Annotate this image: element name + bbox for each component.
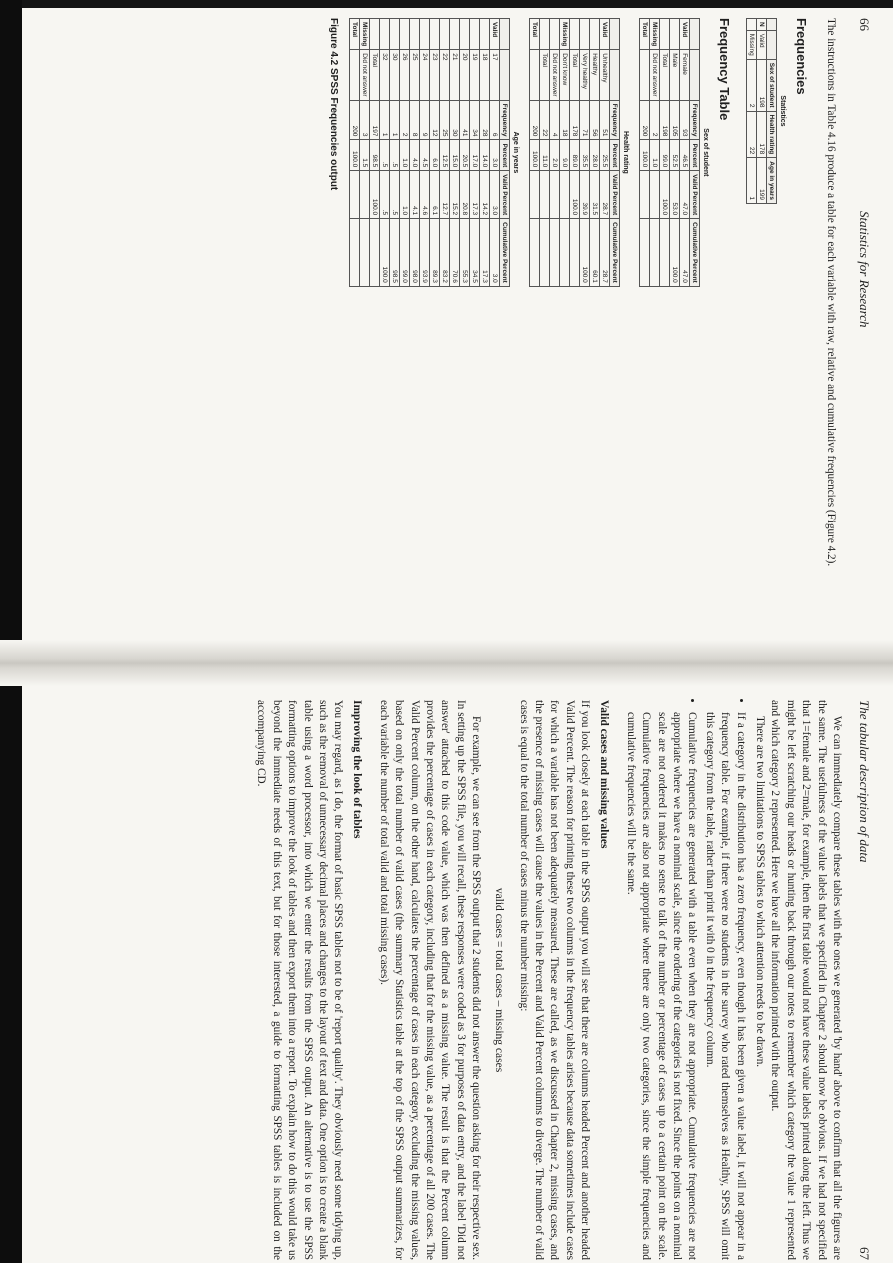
figure-caption: Figure 4.2 SPSS Frequencies output (327, 18, 339, 191)
table-cell: 22 (539, 100, 549, 140)
formula: valid cases = total cases – missing cases (493, 887, 506, 1073)
table-cell: 47.0 (679, 171, 689, 219)
table-cell: 12.5 (439, 140, 449, 171)
table-cell: 100.0 (669, 219, 679, 287)
page-67-content (60, 686, 880, 1263)
table-row (649, 19, 659, 287)
table-cell: 12.7 (439, 171, 449, 219)
table-cell: Male (669, 50, 679, 100)
table-cell (359, 219, 369, 287)
table-cell (529, 50, 539, 100)
table-cell: 34 (469, 100, 479, 140)
table-cell: Healthy (589, 50, 599, 100)
table-cell: Total (639, 19, 649, 50)
table-cell: 28.0 (589, 140, 599, 171)
table-cell: 4.1 (409, 171, 419, 219)
table-cell: 2.0 (549, 140, 559, 171)
table-cell: 12 (429, 100, 439, 140)
heading-valid-cases: Valid cases and missing values (598, 700, 611, 849)
table-caption: Sex of student (701, 128, 709, 177)
table-cell (449, 19, 459, 50)
table-header-row (609, 19, 619, 287)
table-cell: 100.0 (369, 171, 379, 219)
table-cell: 93.9 (419, 219, 429, 287)
table-cell: Total (539, 50, 549, 100)
table-row (359, 19, 369, 287)
table-row (349, 19, 359, 287)
table-cell: 20.5 (459, 140, 469, 171)
table-cell: 11.0 (539, 140, 549, 171)
page-66 (60, 0, 893, 640)
heading-improving-tables: Improving the look of tables (351, 700, 364, 839)
table-cell (529, 219, 539, 287)
scan-edge-left (0, 0, 22, 1263)
table-cell: 17 (489, 50, 499, 100)
table-cell: 17.3 (469, 171, 479, 219)
table-cell: 30 (389, 50, 399, 100)
table-cell: 17.0 (469, 140, 479, 171)
table-cell: 100.0 (659, 171, 669, 219)
table-cell: 98.5 (389, 219, 399, 287)
table-cell (349, 50, 359, 100)
table-cell: 14.0 (479, 140, 489, 171)
table-header-row (766, 19, 776, 204)
table-cell: 17.3 (479, 219, 489, 287)
table-cell (549, 219, 559, 287)
paragraph-4: For example, we can see from the SPSS output that 2 students did not answer the question asking for their respective sex. In setting up the SPSS file, you will recall, these responses were coded as 3 for purposes of data entry, and the label 'Did not answer' attached to this code value, which was then defined as a missing value. The result is that the Percent column provides the percentage of cases in each category, including that for the missing value, as a percentage of all 200 cases. The Valid Percent column, on the other hand, calculates the percentage of cases in each category, excluding the missing values, based on only the total number of valid cases (the summary Statistics table at the top of the SPSS output summarizes, for each variable the number of total valid and total missing cases). (377, 700, 483, 1260)
table-cell: Did not answer (359, 50, 369, 100)
column-header: Valid Percent (609, 171, 619, 219)
table-cell: 4 (549, 100, 559, 140)
paragraph-5: You may regard, as I do, the format of basic SPSS tables not to be of 'report quality'. They obviously need some tidying up, such as the removal of unnecessary decimal places and changes to the layout of text and data. One option is to create a blank table using a word processor, into which we enter the results from the SPSS output. An alternative is to use the SPSS formatting options to improve the look of tables and then export them into a report. To explain how to do this would take us beyond the immediate needs of this text, but for those interested, a guide to formatting SPSS tables is included on the accompanying CD. (255, 700, 345, 1260)
column-header: Frequency (609, 100, 619, 140)
table-cell: 2 (746, 59, 756, 111)
table-cell (539, 171, 549, 219)
table-row (369, 19, 379, 287)
table-cell: 1.5 (359, 140, 369, 171)
table-cell: 20 (459, 50, 469, 100)
table-cell (549, 19, 559, 50)
table-cell: 18 (559, 100, 569, 140)
table-cell: 28.7 (599, 219, 609, 287)
column-header: Cumulative Percent (689, 219, 699, 287)
table-cell: 23 (429, 50, 439, 100)
table-cell: Missing (559, 19, 569, 50)
table-cell: 198 (659, 100, 669, 140)
table-cell: .5 (379, 140, 389, 171)
column-header: Percent (499, 140, 509, 171)
table-cell (559, 171, 569, 219)
table-cell: 39.9 (579, 171, 589, 219)
table-cell (649, 219, 659, 287)
table-cell: Total (369, 50, 379, 100)
table-row (599, 19, 609, 287)
table-cell (669, 19, 679, 50)
column-header: Percent (689, 140, 699, 171)
table-cell (469, 19, 479, 50)
table-cell: Missing (649, 19, 659, 50)
column-header (609, 50, 619, 100)
table-cell: Did not answer (649, 50, 659, 100)
table-cell: 15.0 (449, 140, 459, 171)
table-cell: 20.8 (459, 171, 469, 219)
table-cell: Total (349, 19, 359, 50)
table-cell: 25 (439, 100, 449, 140)
table-cell (659, 219, 669, 287)
running-head: Statistics for Research (857, 211, 872, 328)
page-66-content (60, 0, 880, 640)
table-cell: 9 (419, 100, 429, 140)
column-header (609, 19, 619, 50)
table-cell: 25 (409, 50, 419, 100)
column-header: Valid Percent (499, 171, 509, 219)
table-row (579, 19, 589, 287)
table-cell: 6.0 (429, 140, 439, 171)
table-row (756, 19, 766, 204)
table-cell: 22 (439, 50, 449, 100)
table-cell: 21 (449, 50, 459, 100)
statistics-table (746, 18, 786, 204)
table-cell: 1.0 (399, 171, 409, 219)
table-cell: Total (569, 50, 579, 100)
table-cell: 1.0 (649, 140, 659, 171)
table-row (449, 19, 459, 287)
table-cell: Female (679, 50, 689, 100)
column-header: Cumulative Percent (609, 219, 619, 287)
table-row (529, 19, 539, 287)
table-caption: Statistics (778, 95, 786, 127)
table-row (439, 19, 449, 287)
running-head: The tabular description of data (857, 700, 872, 863)
table-cell: Did not answer (549, 50, 559, 100)
table-caption: Age in years (511, 131, 519, 174)
table-cell: 105 (669, 100, 679, 140)
table-cell: 100.0 (349, 140, 359, 171)
table-cell: Missing (746, 30, 756, 59)
table-cell (349, 219, 359, 287)
table-cell (409, 19, 419, 50)
column-header: Age in years (766, 158, 776, 204)
table-cell: Unhealthy (599, 50, 609, 100)
table-cell: 15.2 (449, 171, 459, 219)
table-cell: 1 (746, 158, 756, 204)
paragraph-1: We can immediately compare these tables with the ones we generated 'by hand' above to confirm that all the figures are the same. The usefulness of the value labels that we specified in Chapter 2 should now be obvious. If we had not specified that 1=female and 2=male, for example, then the first table would not have these value labels printed along the left. Thus we might be left scratching our heads or hunting back through our notes to remember which category the value 1 represented and which category 2 represented. Here we have all the information printed with the output. (769, 700, 843, 1260)
table-cell: 4.5 (419, 140, 429, 171)
table-cell: 3.0 (489, 171, 499, 219)
table-cell: 100.0 (569, 171, 579, 219)
table-cell (639, 50, 649, 100)
table-row (569, 19, 579, 287)
table-cell: 6 (489, 100, 499, 140)
table-cell (659, 19, 669, 50)
table-row (539, 19, 549, 287)
table-cell: 6.1 (429, 171, 439, 219)
table-cell: 35.5 (579, 140, 589, 171)
table-row (659, 19, 669, 287)
table-cell: 4.6 (419, 171, 429, 219)
table-row (389, 19, 399, 287)
table-cell (569, 19, 579, 50)
table-row (429, 19, 439, 287)
table-cell (369, 19, 379, 50)
table-cell (359, 171, 369, 219)
page-number: 66 (857, 18, 872, 31)
table-cell: 3.0 (489, 219, 499, 287)
paragraph-2: There are two limitations to SPSS tables to which attention needs to be drawn. (753, 716, 766, 1068)
table-cell: 55.3 (459, 219, 469, 287)
column-header: Percent (609, 140, 619, 171)
table-cell: 19 (469, 50, 479, 100)
table-cell (439, 19, 449, 50)
table-cell: Valid (599, 19, 609, 50)
table-row (469, 19, 479, 287)
table-cell: Total (659, 50, 669, 100)
list-item: • If a category in the distribution has a zero frequency, even though it has been given a value label, it will not appear in a frequency table. For example, if there were no students in the survey who rated themselves as Healthy, SPSS will omit this category from the table, rather than print it with 0 in the frequency column. (701, 712, 747, 1260)
table-cell: .5 (379, 171, 389, 219)
table-caption: Health rating (621, 131, 629, 174)
table-cell: 24 (419, 50, 429, 100)
table-row (549, 19, 559, 287)
table-cell (429, 19, 439, 50)
table-cell: 28 (479, 100, 489, 140)
table-cell (589, 19, 599, 50)
table-cell: 100.0 (529, 140, 539, 171)
column-header: Health rating (766, 111, 776, 158)
table-row (479, 19, 489, 287)
table-cell: 93 (679, 100, 689, 140)
column-header (499, 50, 509, 100)
table-row (669, 19, 679, 287)
table-cell: 41 (459, 100, 469, 140)
table-cell: 60.1 (589, 219, 599, 287)
column-header (689, 50, 699, 100)
table-cell: 200 (639, 100, 649, 140)
book-gutter (0, 640, 893, 686)
table-cell: 100.0 (579, 219, 589, 287)
table-cell (569, 219, 579, 287)
table-row (639, 19, 649, 287)
table-cell: 14.2 (479, 171, 489, 219)
column-header (766, 19, 776, 31)
table-cell: 30 (449, 100, 459, 140)
table-cell: 47.0 (679, 219, 689, 287)
table-cell: Missing (359, 19, 369, 50)
table-cell: 28.7 (599, 171, 609, 219)
table-cell: 99.0 (399, 219, 409, 287)
table-cell: 100.0 (379, 219, 389, 287)
table-cell (649, 171, 659, 219)
table-cell: Total (529, 19, 539, 50)
table-cell (399, 19, 409, 50)
table-cell (369, 219, 379, 287)
table-cell (579, 19, 589, 50)
column-header: Valid Percent (689, 171, 699, 219)
intro-paragraph: The instructions in Table 4.16 produce a table for each variable with raw, relative and cumulative frequencies (Figure 4.2). (825, 18, 837, 567)
table-cell (529, 171, 539, 219)
table-cell: 26 (399, 50, 409, 100)
table-cell: 32 (379, 50, 389, 100)
table-cell (746, 19, 756, 31)
table-header-row (689, 19, 699, 287)
table-cell: 199 (756, 158, 766, 204)
table-cell: 3 (359, 100, 369, 140)
column-header (499, 19, 509, 50)
table-cell: 1 (389, 100, 399, 140)
table-cell: 51 (599, 100, 609, 140)
table-cell: Valid (679, 19, 689, 50)
health-table (529, 18, 629, 287)
table-cell: 56 (589, 100, 599, 140)
page-number: 67 (857, 1247, 872, 1260)
table-cell (539, 219, 549, 287)
table-row (459, 19, 469, 287)
table-cell: Valid (489, 19, 499, 50)
table-cell (459, 19, 469, 50)
table-cell: 22 (746, 111, 756, 158)
table-cell: 2 (649, 100, 659, 140)
table-cell: 99.0 (659, 140, 669, 171)
table-cell: 71 (579, 100, 589, 140)
table-cell (539, 19, 549, 50)
table-cell: 3.0 (489, 140, 499, 171)
table-cell: 46.5 (679, 140, 689, 171)
table-cell: Don't know (559, 50, 569, 100)
table-cell: 200 (349, 100, 359, 140)
table-cell: 178 (569, 100, 579, 140)
column-header: Cumulative Percent (499, 219, 509, 287)
table-cell: 70.6 (449, 219, 459, 287)
table-cell: 198 (756, 59, 766, 111)
table-cell: 100.0 (639, 140, 649, 171)
table-cell: 83.2 (439, 219, 449, 287)
list-item: • Cumulative frequencies are generated with a table even when they are not appropriate. Cumulative frequencies are not appropriate where we have a nominal scale, since the ordering of the categories is not fixed. Since the points on a nominal scale are not ordered it makes no sense to talk of the number or percentage of cases up to a certain point on the scale. Cumulative frequencies are also not appropriate where there are only two categories, since the simple frequencies and cumulative frequencies will be the same. (622, 712, 699, 1260)
table-row (559, 19, 569, 287)
page-67 (60, 686, 893, 1263)
column-header: Sex of student (766, 59, 776, 111)
table-row (409, 19, 419, 287)
table-cell: .5 (389, 171, 399, 219)
limitations-list (622, 700, 747, 1260)
table-header-row (499, 19, 509, 287)
table-cell: 197 (369, 100, 379, 140)
table-row (419, 19, 429, 287)
table-cell: 52.5 (669, 140, 679, 171)
column-header (766, 30, 776, 59)
table-row (489, 19, 499, 287)
table-cell: Valid (756, 30, 766, 59)
table-cell: 89.0 (569, 140, 579, 171)
table-cell: 200 (529, 100, 539, 140)
table-row (379, 19, 389, 287)
column-header: Frequency (689, 100, 699, 140)
table-cell: 18 (479, 50, 489, 100)
table-row (679, 19, 689, 287)
table-cell: 1 (379, 100, 389, 140)
table-cell: 178 (756, 111, 766, 158)
heading-frequencies: Frequencies (793, 18, 809, 95)
table-row (399, 19, 409, 287)
table-cell: 25.5 (599, 140, 609, 171)
table-cell (389, 19, 399, 50)
table-cell: 98.0 (409, 219, 419, 287)
table-cell: N (756, 19, 766, 31)
column-header: Frequency (499, 100, 509, 140)
table-cell: .5 (389, 140, 399, 171)
table-cell (639, 219, 649, 287)
table-cell: 89.3 (429, 219, 439, 287)
table-cell (379, 19, 389, 50)
table-cell (479, 19, 489, 50)
table-row (746, 19, 756, 204)
table-cell: 53.0 (669, 171, 679, 219)
table-cell: 4.0 (409, 140, 419, 171)
table-cell (349, 171, 359, 219)
table-row (589, 19, 599, 287)
table-cell: 31.5 (589, 171, 599, 219)
table-cell: 9.0 (559, 140, 569, 171)
sex-table (639, 18, 709, 287)
table-cell: 2 (399, 100, 409, 140)
table-cell (419, 19, 429, 50)
heading-frequency-table: Frequency Table (716, 18, 732, 121)
table-cell: 8 (409, 100, 419, 140)
table-cell: 34.5 (469, 219, 479, 287)
column-header (689, 19, 699, 50)
table-cell: Very healthy (579, 50, 589, 100)
table-cell: 98.5 (369, 140, 379, 171)
table-cell (559, 219, 569, 287)
paragraph-3: If you look closely at each table in the SPSS output you will see that there are columns headed Percent and another headed Valid Percent. The reason for printing these two columns in the frequency tables arises because data sometimes include cases for which a variable has not been adequately measured. These are called, as we discussed in Chapter 2, missing cases, and the presence of missing cases will cause the values in the Percent and Valid Percent columns to diverge. The number of valid cases is equal to the total number of cases minus the number missing: (517, 700, 592, 1260)
table-cell (549, 171, 559, 219)
age-table (349, 18, 519, 287)
table-cell (639, 171, 649, 219)
table-cell: 1.0 (399, 140, 409, 171)
